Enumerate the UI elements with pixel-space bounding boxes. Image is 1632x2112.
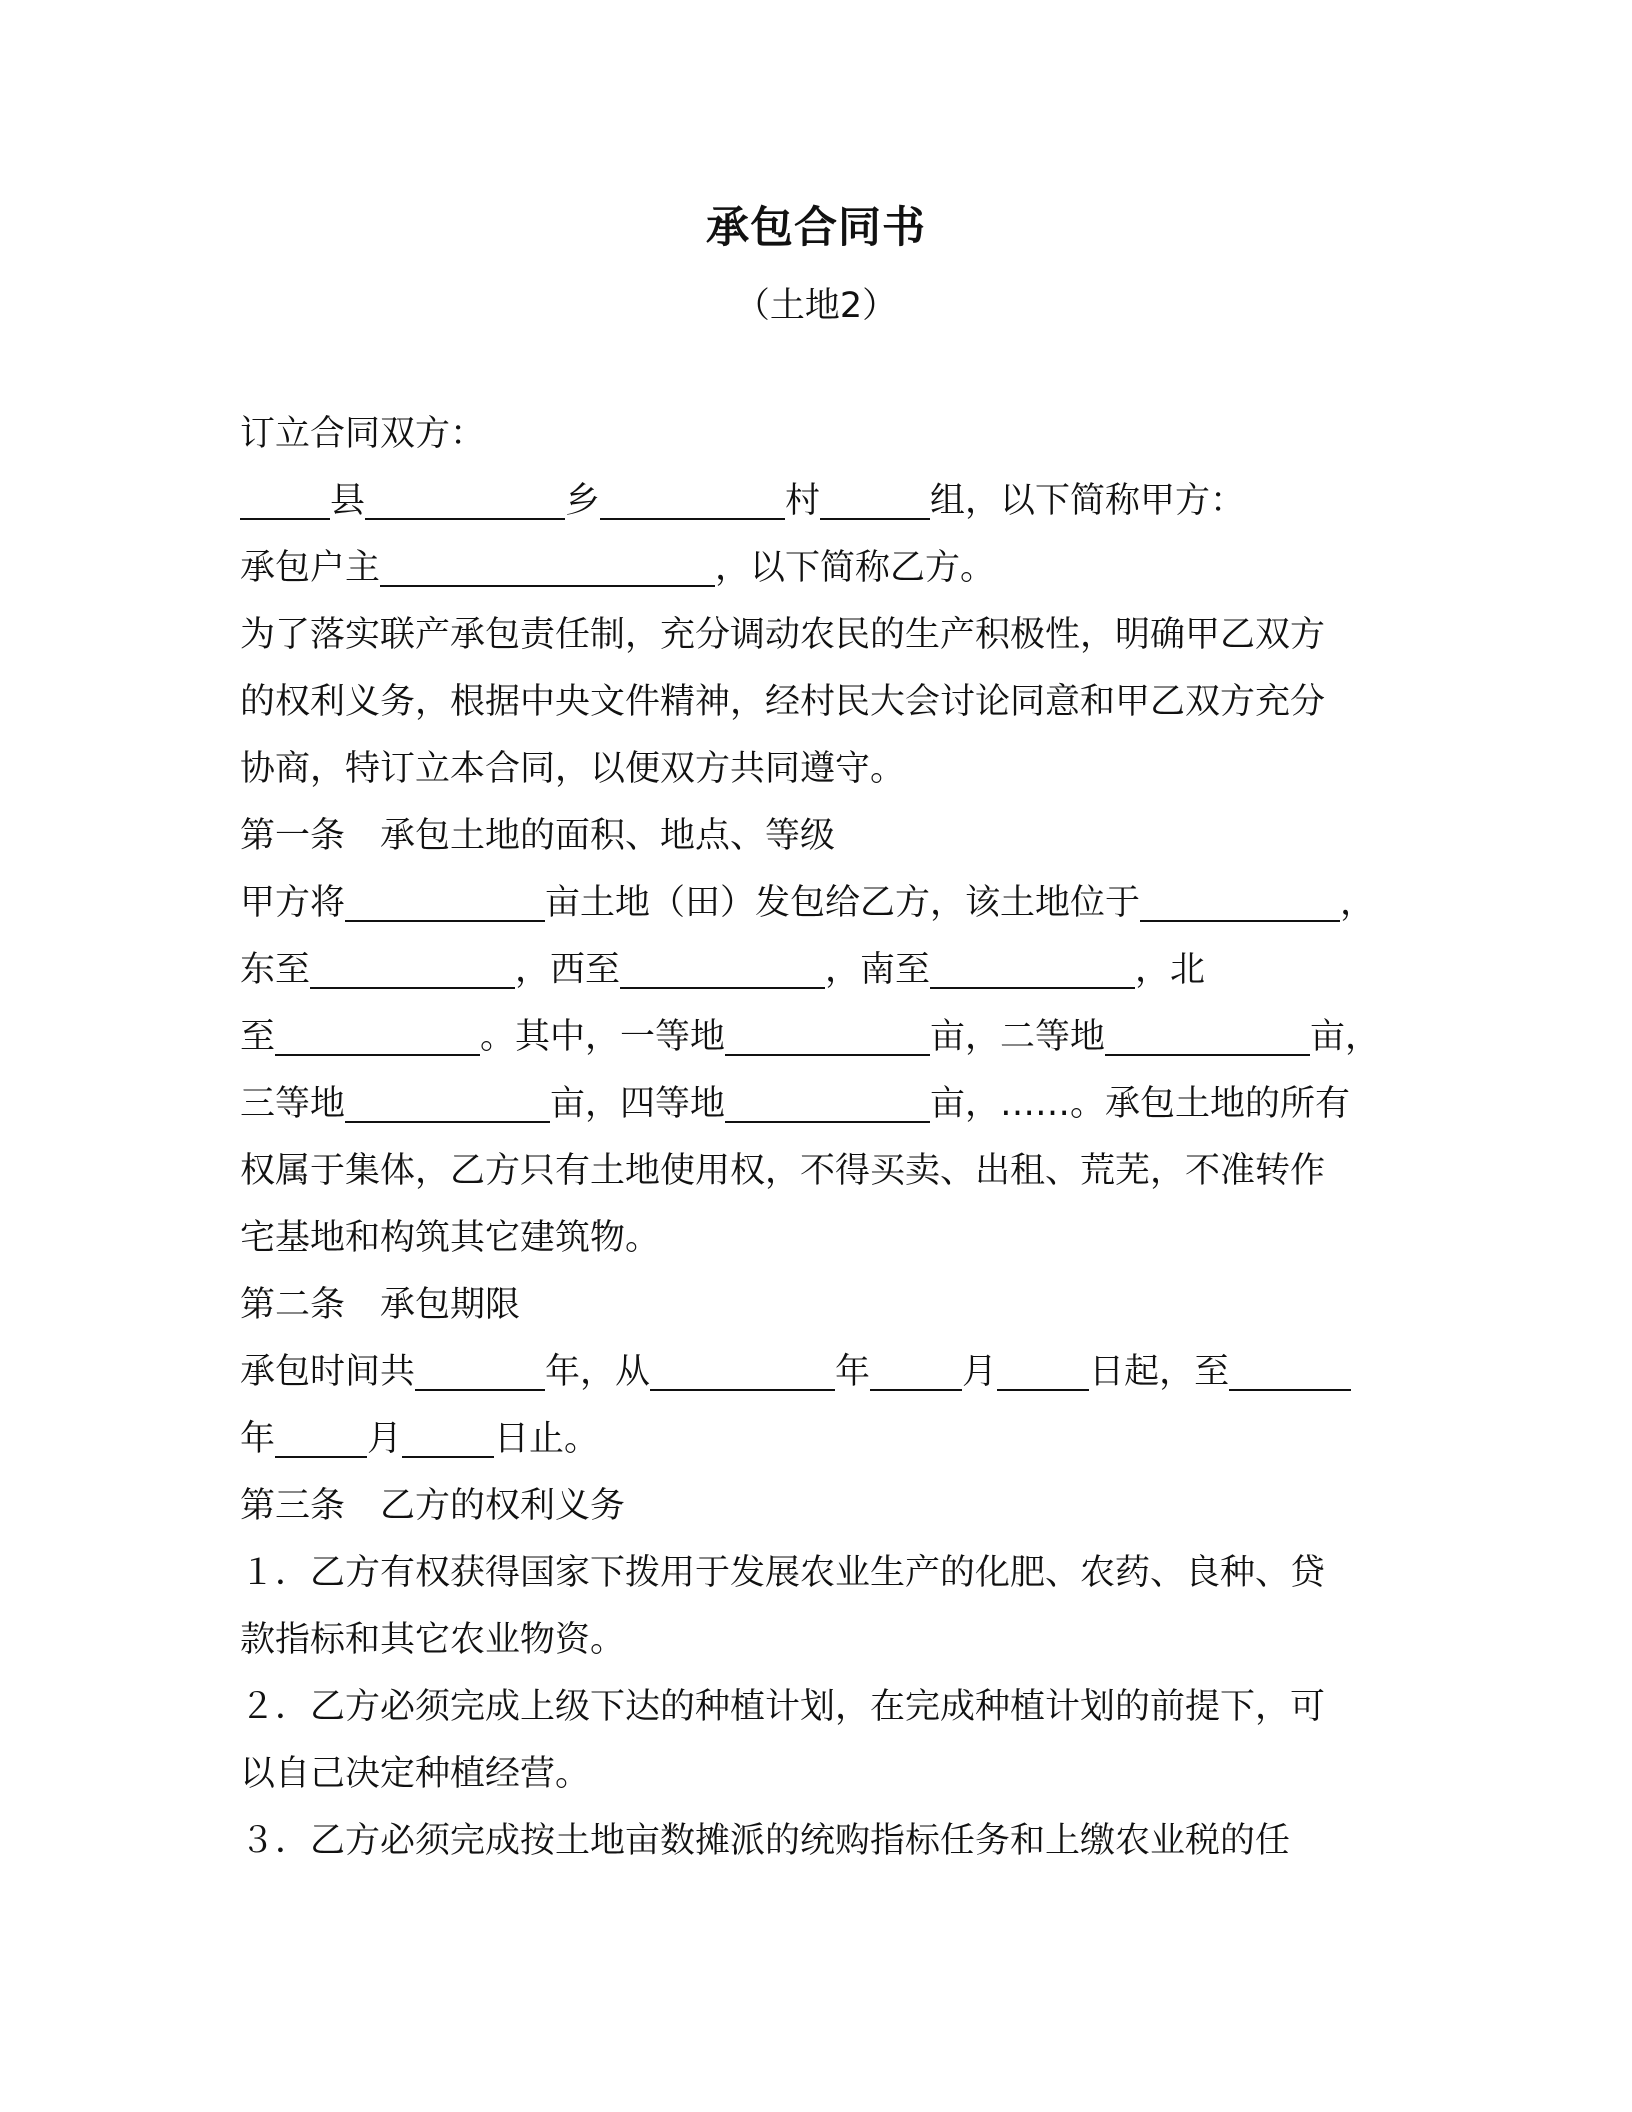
grade4-blank[interactable] bbox=[725, 1079, 930, 1123]
county-blank[interactable] bbox=[240, 476, 330, 520]
householder-blank[interactable] bbox=[380, 543, 715, 587]
start-month-blank[interactable] bbox=[870, 1347, 962, 1391]
township-label: 乡 bbox=[565, 481, 601, 521]
text-span: 东至 bbox=[240, 950, 311, 990]
text-span: 承包时间共 bbox=[240, 1352, 416, 1392]
text-span: 三等地 bbox=[240, 1084, 346, 1124]
end-year-blank[interactable] bbox=[1229, 1347, 1351, 1391]
text-span: 亩，四等地 bbox=[550, 1084, 726, 1124]
party-a-line bbox=[240, 471, 1390, 531]
article2-heading bbox=[240, 1275, 1390, 1335]
village-label: 村 bbox=[785, 481, 821, 521]
east-blank[interactable] bbox=[310, 945, 515, 989]
article1-title: 承包土地的面积、地点、等级 bbox=[380, 816, 836, 856]
term-years-blank[interactable] bbox=[415, 1347, 545, 1391]
group-blank[interactable] bbox=[820, 476, 930, 520]
village-blank[interactable] bbox=[600, 476, 785, 520]
grade3-blank[interactable] bbox=[345, 1079, 550, 1123]
preamble-line-3: 协商，特订立本合同，以便双方共同遵守。 bbox=[240, 749, 906, 789]
text-span: 。其中，一等地 bbox=[480, 1017, 726, 1057]
text-span: 至 bbox=[240, 1017, 276, 1057]
text-span: 年 bbox=[835, 1352, 871, 1392]
article1-line-1 bbox=[240, 873, 1390, 933]
start-day-blank[interactable] bbox=[997, 1347, 1089, 1391]
end-day-blank[interactable] bbox=[402, 1414, 494, 1458]
county-label: 县 bbox=[330, 481, 366, 521]
text-span: 亩，二等地 bbox=[930, 1017, 1106, 1057]
document-subtitle: （土地2） bbox=[734, 286, 898, 326]
text-span: 年，从 bbox=[545, 1352, 651, 1392]
location-blank[interactable] bbox=[1140, 878, 1340, 922]
preamble-line-2: 的权利义务，根据中央文件精神，经村民大会讨论同意和甲乙双方充分 bbox=[240, 682, 1326, 722]
area-blank[interactable] bbox=[345, 878, 545, 922]
text-span: 亩土地（田）发包给乙方，该土地位于 bbox=[545, 883, 1141, 923]
article1-heading bbox=[240, 806, 1390, 866]
householder-label: 承包户主 bbox=[240, 548, 381, 588]
end-month-blank[interactable] bbox=[275, 1414, 367, 1458]
party-b-label: ，以下简称乙方。 bbox=[715, 548, 996, 588]
article1-number: 第一条 bbox=[240, 816, 346, 856]
article2-line-2 bbox=[240, 1409, 1390, 1469]
article3-item2-line2: 以自己决定种植经营。 bbox=[240, 1754, 591, 1794]
grade2-blank[interactable] bbox=[1105, 1012, 1310, 1056]
start-year-blank[interactable] bbox=[650, 1347, 835, 1391]
party-b-line bbox=[240, 538, 1390, 598]
article2-title: 承包期限 bbox=[380, 1285, 521, 1325]
text-span: 月 bbox=[367, 1419, 403, 1459]
west-blank[interactable] bbox=[620, 945, 825, 989]
article3-item1-line1: １．乙方有权获得国家下拨用于发展农业生产的化肥、农药、良种、贷 bbox=[240, 1553, 1326, 1593]
grade1-blank[interactable] bbox=[725, 1012, 930, 1056]
article2-number: 第二条 bbox=[240, 1285, 346, 1325]
article1-line-4 bbox=[240, 1074, 1390, 1134]
text-span: ，西至 bbox=[515, 950, 621, 990]
article3-title: 乙方的权利义务 bbox=[380, 1486, 626, 1526]
text-span: ，北 bbox=[1135, 950, 1206, 990]
article1-line-3 bbox=[240, 1007, 1390, 1067]
text-span: 年 bbox=[240, 1419, 276, 1459]
text-span: ，南至 bbox=[825, 950, 931, 990]
text-span: 日起，至 bbox=[1089, 1352, 1230, 1392]
article1-line-2 bbox=[240, 940, 1390, 1000]
article3-heading bbox=[240, 1476, 1390, 1536]
south-blank[interactable] bbox=[930, 945, 1135, 989]
parties-heading: 订立合同双方： bbox=[240, 414, 486, 454]
article3-item3-line1: ３．乙方必须完成按土地亩数摊派的统购指标任务和上缴农业税的任 bbox=[240, 1821, 1291, 1861]
text-span: ， bbox=[1340, 883, 1376, 923]
text-span: 月 bbox=[962, 1352, 998, 1392]
article3-item2-line1: ２．乙方必须完成上级下达的种植计划，在完成种植计划的前提下，可 bbox=[240, 1687, 1326, 1727]
article3-item1-line2: 款指标和其它农业物资。 bbox=[240, 1620, 626, 1660]
article1-line-6: 宅基地和构筑其它建筑物。 bbox=[240, 1218, 661, 1258]
group-label: 组，以下简称甲方： bbox=[930, 481, 1246, 521]
township-blank[interactable] bbox=[365, 476, 565, 520]
article2-line-1 bbox=[240, 1342, 1390, 1402]
text-span: 甲方将 bbox=[240, 883, 346, 923]
preamble-line-1: 为了落实联产承包责任制，充分调动农民的生产积极性，明确甲乙双方 bbox=[240, 615, 1326, 655]
article1-line-5: 权属于集体，乙方只有土地使用权，不得买卖、出租、荒芜，不准转作 bbox=[240, 1151, 1326, 1191]
text-span: 日止。 bbox=[494, 1419, 600, 1459]
text-span: 亩，……。承包土地的所有 bbox=[930, 1084, 1351, 1124]
north-blank[interactable] bbox=[275, 1012, 480, 1056]
article3-number: 第三条 bbox=[240, 1486, 346, 1526]
text-span: 亩， bbox=[1310, 1017, 1381, 1057]
document-title: 承包合同书 bbox=[706, 203, 926, 253]
